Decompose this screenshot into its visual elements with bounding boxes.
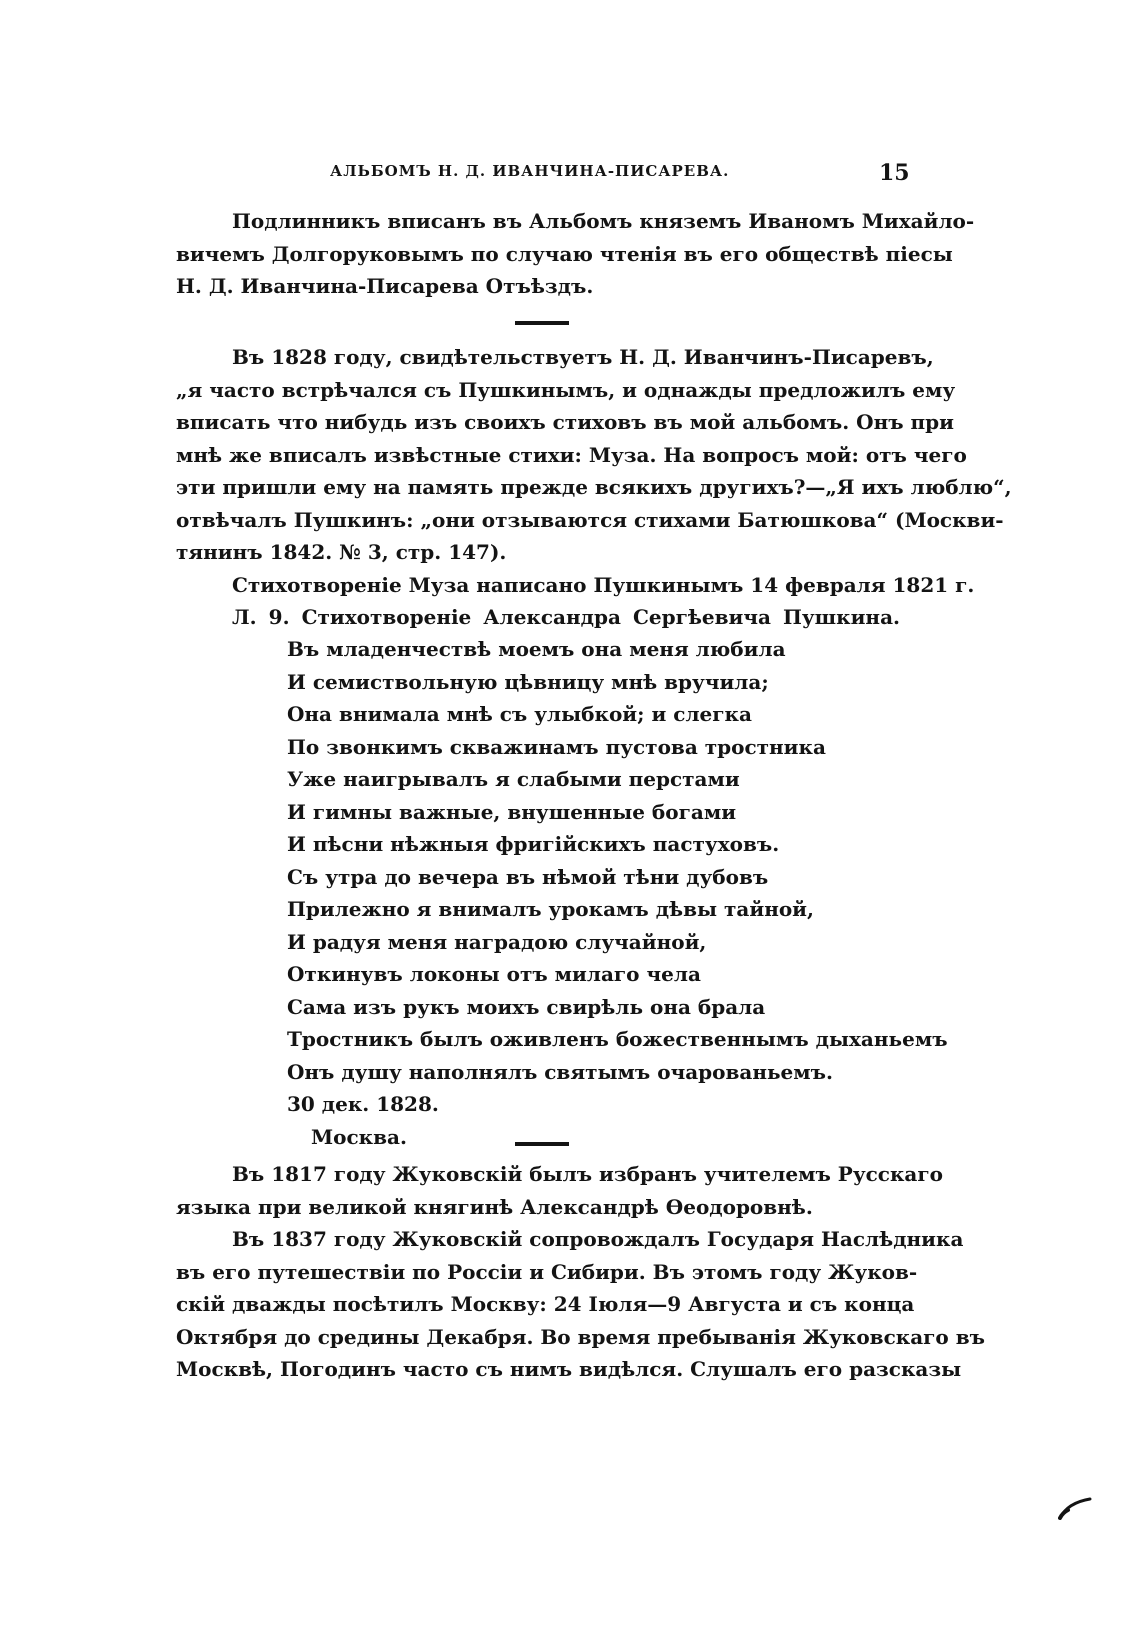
text-line: тянинъ 1842. № 3, стр. 147). [176,540,507,564]
poem-date: 30 дек. 1828. [287,1092,439,1116]
poem-verse: Сама изъ рукъ моихъ свирѣль она брала [287,994,766,1019]
text-line: эти пришли ему на память прежде всякихъ другихъ?—„Я ихъ люблю“, [176,475,1012,499]
paragraph-original-note [176,205,975,303]
poem-verse: Съ утра до вечера въ нѣмой тѣни дубовъ [287,864,769,889]
section-divider [515,321,569,325]
text-line: скій дважды посѣтилъ Москву: 24 Іюля—9 Августа и съ конца [176,1292,915,1316]
text-line: мнѣ же вписалъ извѣстные стихи: Муза. На вопросъ мой: отъ чего [176,442,967,467]
poem-muza [287,633,948,1153]
poem-verse: Въ младенчествѣ моемъ она меня любила [287,637,786,661]
text-line: языка при великой княгинѣ Александрѣ Ѳеодоровнѣ. [176,1194,813,1219]
paragraph-testimony [176,341,1012,634]
poem-verse: Прилежно я внималъ урокамъ дѣвы тайной, [287,897,814,921]
poem-verse: И семиствольную цѣвницу мнѣ вручила; [287,669,769,694]
text-line: „я часто встрѣчался съ Пушкинымъ, и однажды предложилъ ему [176,377,956,402]
poem-verse: Она внимала мнѣ съ улыбкой; и слегка [287,702,752,726]
poem-verse: По звонкимъ скважинамъ пустова тростника [287,734,826,759]
text-line: Октября до средины Декабря. Во время пребыванія Жуковскаго въ [176,1324,985,1349]
poem-verse: Уже наигрывалъ я слабыми перстами [287,767,740,791]
text-line: Въ 1828 году, свидѣтельствуетъ Н. Д. Иванчинъ-Писаревъ, [232,345,934,369]
text-line: Въ 1817 году Жуковскій былъ избранъ учителемъ Русскаго [232,1162,943,1186]
ink-mark-icon [1058,1496,1092,1520]
page-number: 15 [879,160,910,186]
running-title: АЛЬБОМЪ Н. Д. ИВАНЧИНА-ПИСАРЕВА. [330,162,730,180]
text-line: вписать что нибудь изъ своихъ стиховъ въ мой альбомъ. Онъ при [176,410,954,434]
text-line: въ его путешествіи по Россіи и Сибири. Въ этомъ году Жуков- [176,1259,918,1284]
paragraph-zhukovsky [176,1158,985,1386]
text-line: Стихотвореніе Муза написано Пушкинымъ 14 февраля 1821 г. [232,572,975,597]
text-line: вичемъ Долгоруковымъ по случаю чтенія въ его обществѣ піесы [176,241,953,266]
text-line: отвѣчалъ Пушкинъ: „они отзываются стихами Батюшкова“ (Москви- [176,507,1004,532]
text-line: Москвѣ, Погодинъ часто съ нимъ видѣлся. Слушалъ его разсказы [176,1357,962,1381]
poem-verse: Откинувъ локоны отъ милаго чела [287,962,701,986]
poem-verse: Тростникъ былъ оживленъ божественнымъ дыханьемъ [287,1027,948,1051]
text-line: Н. Д. Иванчина-Писарева Отъѣздъ. [176,274,594,298]
text-line: Л. 9. Стихотвореніе Александра Сергѣевича Пушкина. [232,605,900,629]
text-line: Въ 1837 году Жуковскій сопровождалъ Государя Наслѣдника [232,1227,964,1251]
text-line: Подлинникъ вписанъ въ Альбомъ княземъ Иваномъ Михайло- [232,209,975,233]
poem-place: Москва. [311,1124,407,1149]
poem-verse: Онъ душу наполнялъ святымъ очарованьемъ. [287,1059,833,1084]
section-divider [515,1142,569,1146]
poem-verse: И гимны важные, внушенные богами [287,799,737,824]
poem-verse: И пѣсни нѣжныя фригійскихъ пастуховъ. [287,832,780,856]
poem-verse: И радуя меня наградою случайной, [287,929,707,954]
